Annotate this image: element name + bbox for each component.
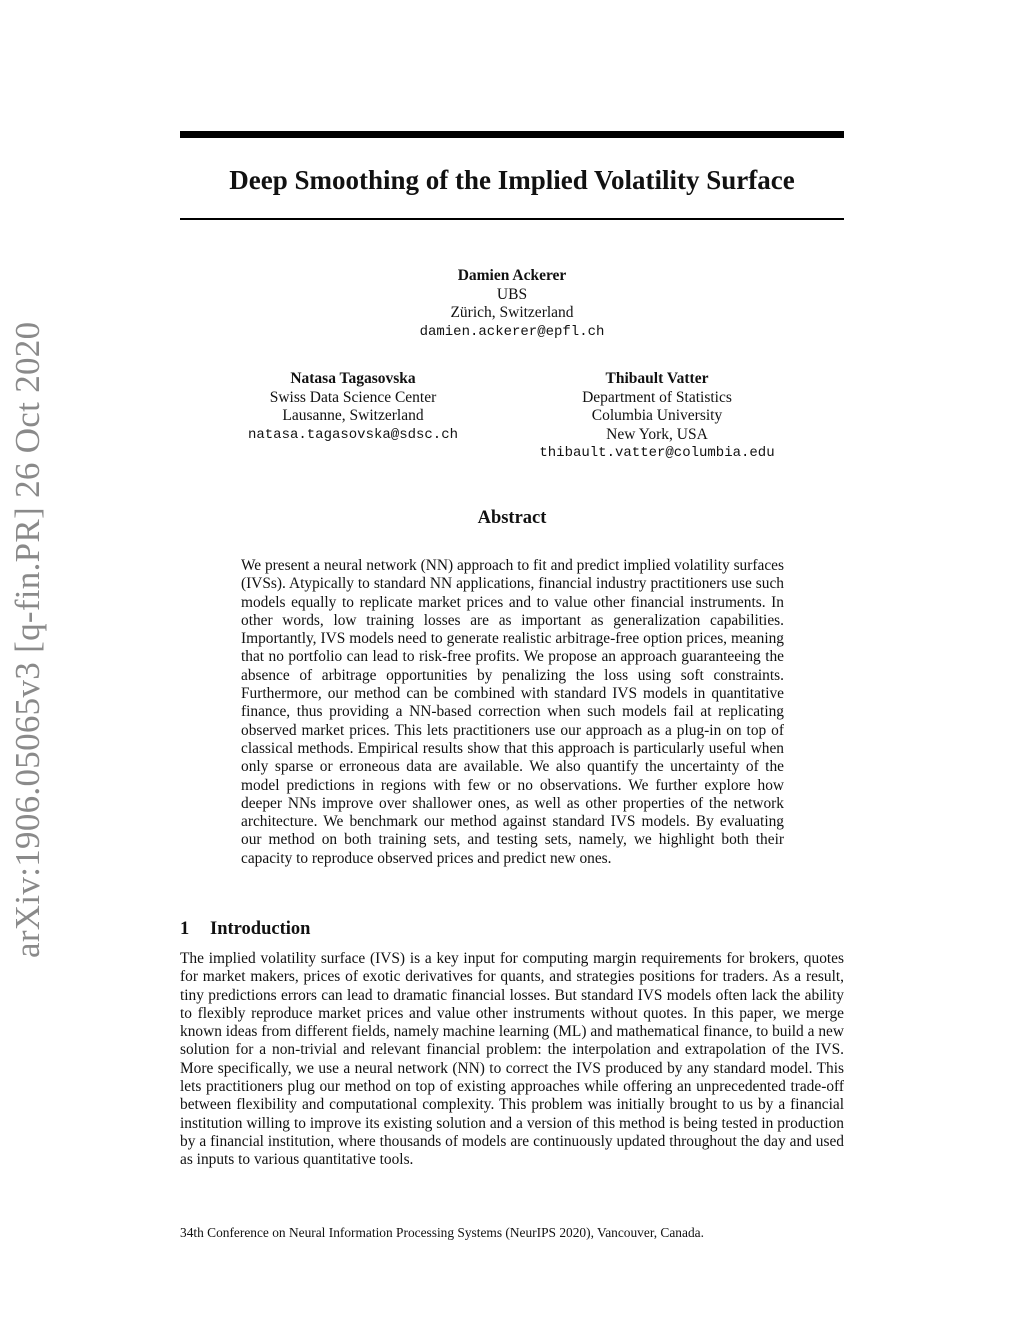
author-block-vatter xyxy=(507,370,807,463)
author-affiliation: Swiss Data Science Center xyxy=(269,388,437,406)
author-name: Natasa Tagasovska xyxy=(290,370,416,387)
section-title: Introduction xyxy=(210,919,311,939)
paper-title: Deep Smoothing of the Implied Volatility Surface xyxy=(229,165,795,195)
author-affiliation: UBS xyxy=(496,285,528,303)
conference-footnote: 34th Conference on Neural Information Processing Systems (NeurIPS 2020), Vancouver, Canada. xyxy=(180,1225,704,1240)
section-heading-introduction xyxy=(180,919,310,940)
author-institution: Columbia University xyxy=(591,407,723,424)
author-email[interactable]: damien.ackerer@epfl.ch xyxy=(419,323,605,340)
author-block-ackerer xyxy=(362,267,662,341)
author-location: New York, USA xyxy=(606,425,708,443)
author-name: Damien Ackerer xyxy=(457,267,567,284)
author-affiliation: Department of Statistics xyxy=(582,388,732,406)
introduction-body: The implied volatility surface (IVS) is a key input for computing margin requirements for brokers, quotes for market makers, prices of exotic derivatives for quants, and strategies positions for traders. As a result, tiny predictions errors can lead to dramatic financial losses. But standard IVS models often lack the ability to flexibly reproduce market prices and value other instruments without quotes. In this paper, we merge known ideas from different fields, namely machine learning (ML) and mathematical finance, to build a new solution for a non-trivial and relevant financial problem: the interpolation and extrapolation of the IVS. More specifically, we use a neural network (NN) to correct the IVS produced by any standard model. This lets practitioners plug our method on top of existing approaches while offering an unprecedented trade-off between flexibility and computational complexity. This problem was initially brought to us by a financial institution willing to improve its existing solution and a version of this method is being tested in production by a financial institution, where thousands of models are continuously updated throughout the day and used as inputs to various quantitative tools. xyxy=(180,950,844,1169)
author-name: Thibault Vatter xyxy=(605,370,709,387)
author-email[interactable]: natasa.tagasovska@sdsc.ch xyxy=(247,426,459,443)
title-rule-bottom xyxy=(180,218,844,220)
abstract-heading: Abstract xyxy=(477,508,547,528)
abstract-body: We present a neural network (NN) approach to fit and predict implied volatility surfaces (IVSs). Atypically to standard NN applications, financial industry practitioners use such models equally to replicate market prices and to value other financial instruments. In other words, low training losses are as important as generalization capabilities. Importantly, IVS models need to generate realistic arbitrage-free option prices, meaning that no portfolio can lead to risk-free profits. We propose an approach guaranteeing the absence of arbitrage opportunities by penalizing the loss using soft constraints. Furthermore, our method can be combined with standard IVS models in quantitative finance, thus providing a NN-based correction when such models fail at replicating observed market prices. This lets practitioners use our approach as a plug-in on top of classical methods. Empirical results show that this approach is particularly useful when only sparse or erroneous data are available. We also quantify the uncertainty of the model predictions in regions with few or no observations. We further explore how deeper NNs improve over shallower ones, as well as other properties of the network architecture. We benchmark our method against standard IVS models. By evaluating our method on both training sets, and testing sets, namely, we highlight both their capacity to reproduce observed prices and predict new ones. xyxy=(241,557,784,867)
author-block-tagasovska xyxy=(203,370,503,444)
section-number: 1 xyxy=(180,919,190,939)
arxiv-identifier: arXiv:1906.05065v3 [q-fin.PR] 26 Oct 2020 xyxy=(8,321,47,958)
title-rule-top xyxy=(180,131,844,138)
author-location: Zürich, Switzerland xyxy=(450,304,574,321)
author-email[interactable]: thibault.vatter@columbia.edu xyxy=(539,445,775,461)
author-location: Lausanne, Switzerland xyxy=(282,407,424,424)
